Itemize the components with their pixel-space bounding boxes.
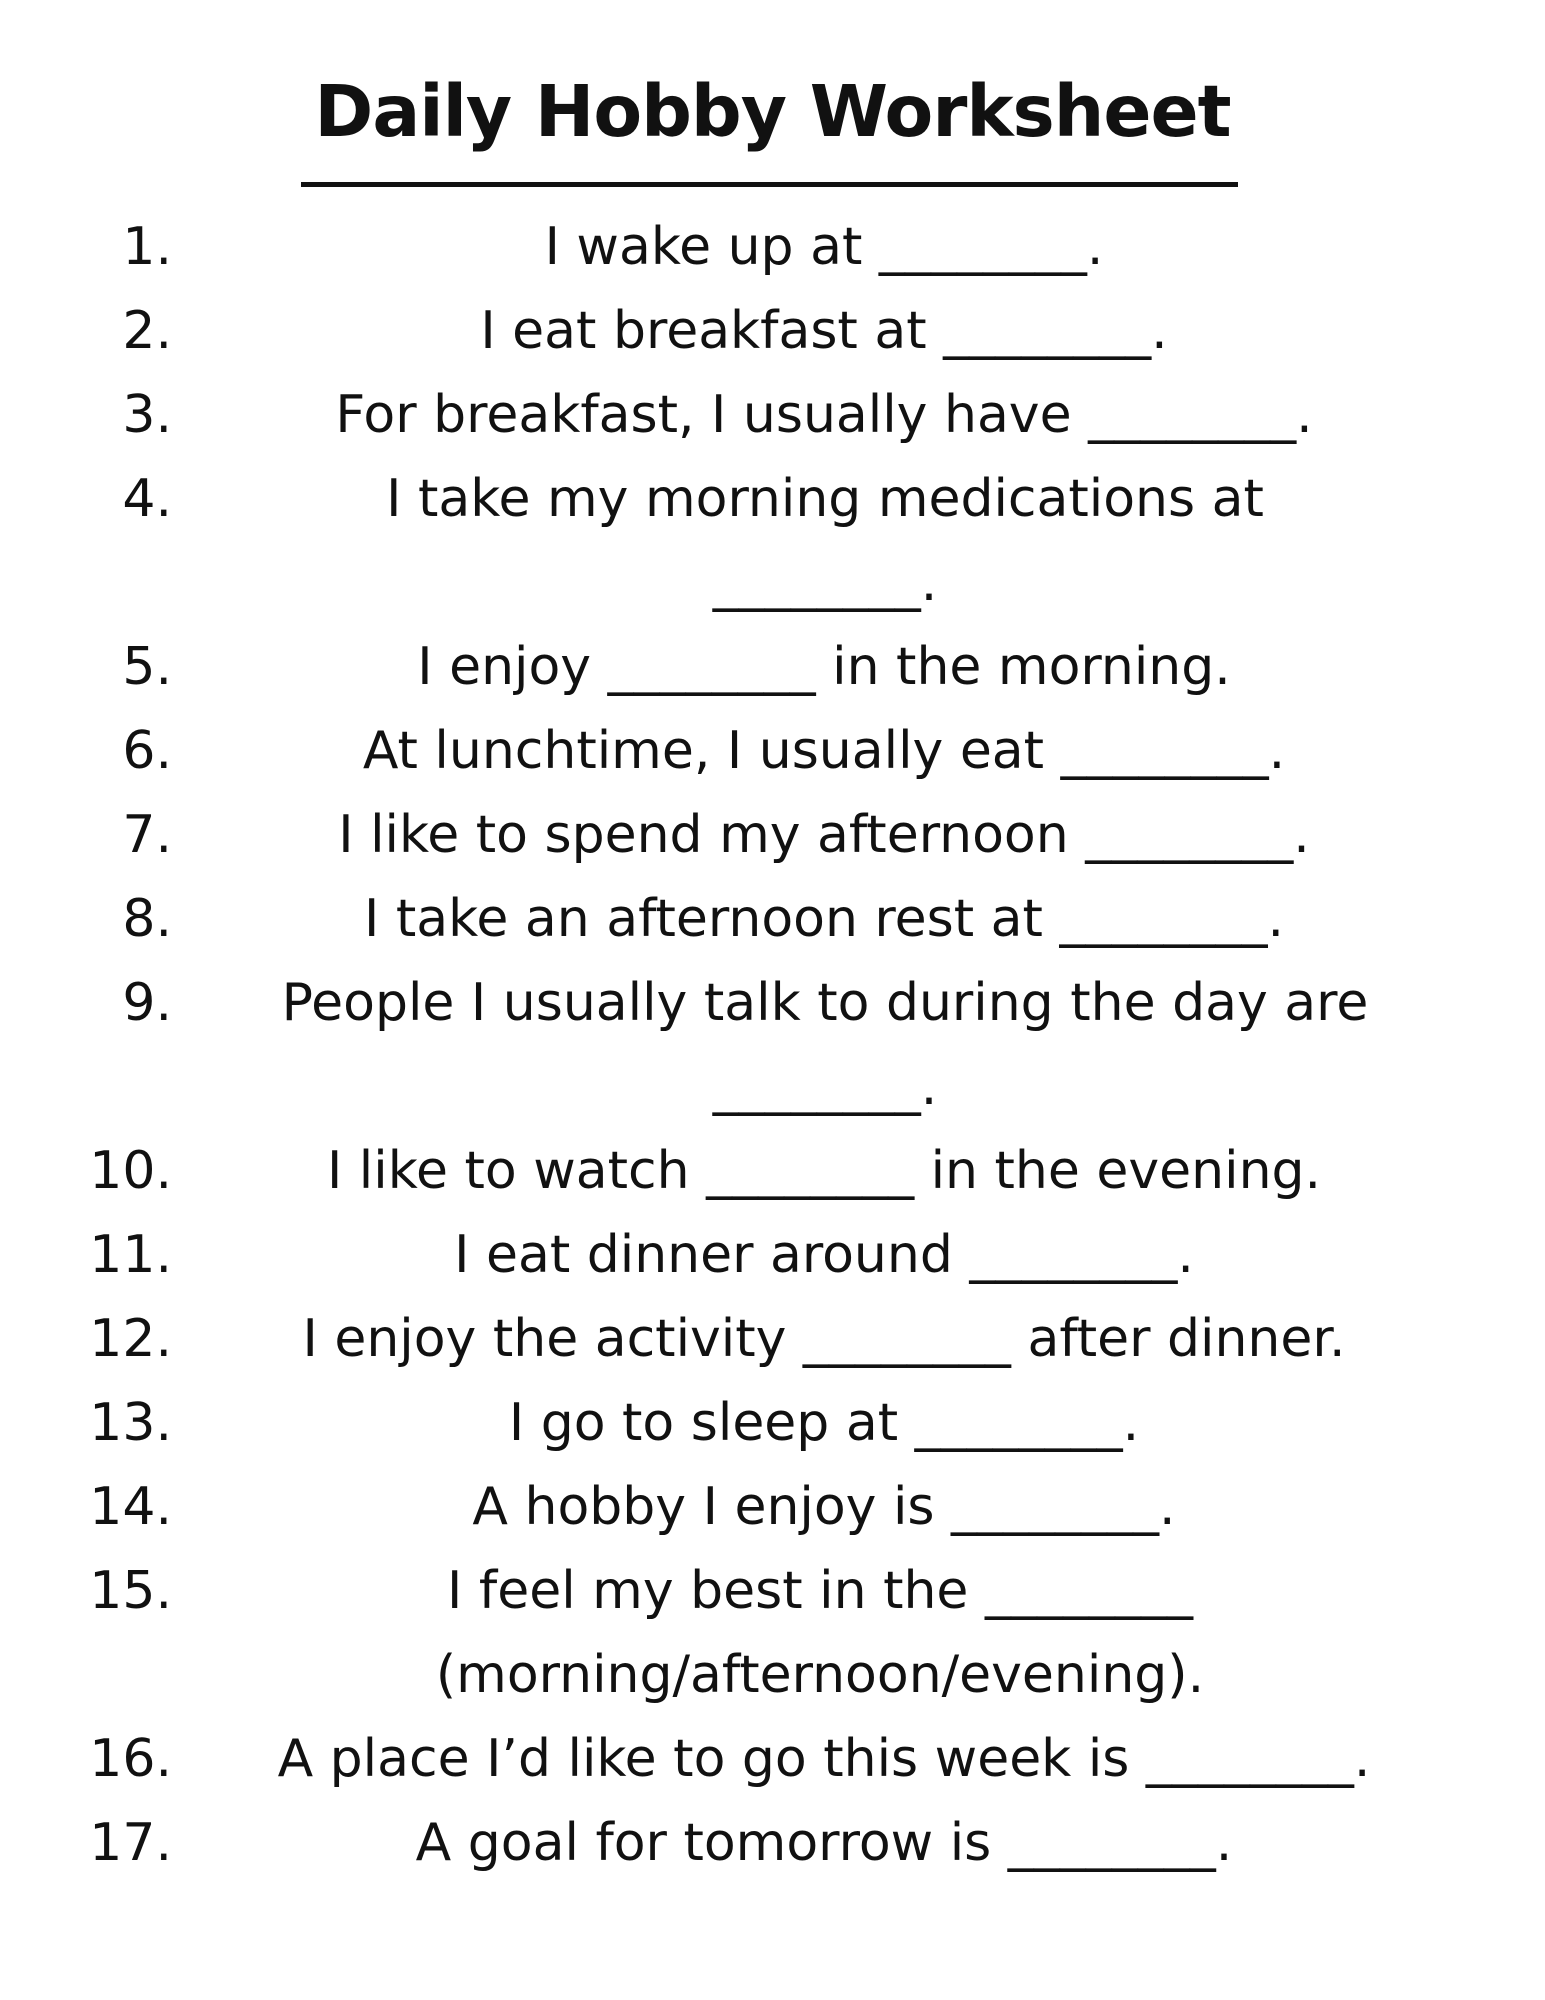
question-item	[0, 793, 1545, 877]
question-item	[0, 205, 1545, 289]
question-item	[0, 457, 1545, 625]
question-text: I take my morning medications at ________.	[386, 469, 1264, 613]
question-item	[0, 1717, 1545, 1801]
question-item	[0, 1549, 1545, 1717]
question-item	[0, 1213, 1545, 1297]
question-number: 2.	[122, 301, 172, 361]
question-text: I enjoy ________ in the morning.	[417, 637, 1231, 697]
question-text: I wake up at ________.	[544, 217, 1104, 277]
question-number: 8.	[122, 889, 172, 949]
question-number: 9.	[122, 973, 172, 1033]
question-number: 1.	[122, 217, 172, 277]
question-text: A place I’d like to go this week is ________.	[277, 1729, 1371, 1789]
question-number: 14.	[89, 1477, 172, 1537]
question-text: I take an afternoon rest at ________.	[364, 889, 1284, 949]
question-item	[0, 709, 1545, 793]
question-text: People I usually talk to during the day are ________.	[281, 973, 1369, 1117]
question-number: 3.	[122, 385, 172, 445]
question-text: A hobby I enjoy is ________.	[472, 1477, 1176, 1537]
question-text: At lunchtime, I usually eat ________.	[362, 721, 1286, 781]
question-text: I go to sleep at ________.	[508, 1393, 1140, 1453]
question-item	[0, 961, 1545, 1129]
question-number: 5.	[122, 637, 172, 697]
question-number: 16.	[89, 1729, 172, 1789]
question-item	[0, 1381, 1545, 1465]
question-number: 15.	[89, 1561, 172, 1621]
question-number: 7.	[122, 805, 172, 865]
question-number: 10.	[89, 1141, 172, 1201]
question-text: I like to spend my afternoon ________.	[338, 805, 1310, 865]
question-text: I feel my best in the ________ (morning/afternoon/evening).	[435, 1561, 1205, 1705]
question-number: 4.	[122, 469, 172, 529]
question-item	[0, 1129, 1545, 1213]
worksheet-title: Daily Hobby Worksheet	[314, 70, 1231, 153]
question-text: A goal for tomorrow is ________.	[415, 1813, 1233, 1873]
question-text: I like to watch ________ in the evening.	[326, 1141, 1322, 1201]
question-item	[0, 289, 1545, 373]
question-text: I enjoy the activity ________ after dinner.	[302, 1309, 1346, 1369]
question-number: 6.	[122, 721, 172, 781]
question-item	[0, 625, 1545, 709]
question-item	[0, 1801, 1545, 1885]
question-number: 11.	[89, 1225, 172, 1285]
question-item	[0, 1465, 1545, 1549]
question-text: For breakfast, I usually have ________.	[335, 385, 1313, 445]
question-text: I eat dinner around ________.	[454, 1225, 1194, 1285]
question-number: 17.	[89, 1813, 172, 1873]
question-item	[0, 373, 1545, 457]
question-item	[0, 877, 1545, 961]
question-text: I eat breakfast at ________.	[480, 301, 1168, 361]
question-item	[0, 1297, 1545, 1381]
question-number: 13.	[89, 1393, 172, 1453]
question-number: 12.	[89, 1309, 172, 1369]
